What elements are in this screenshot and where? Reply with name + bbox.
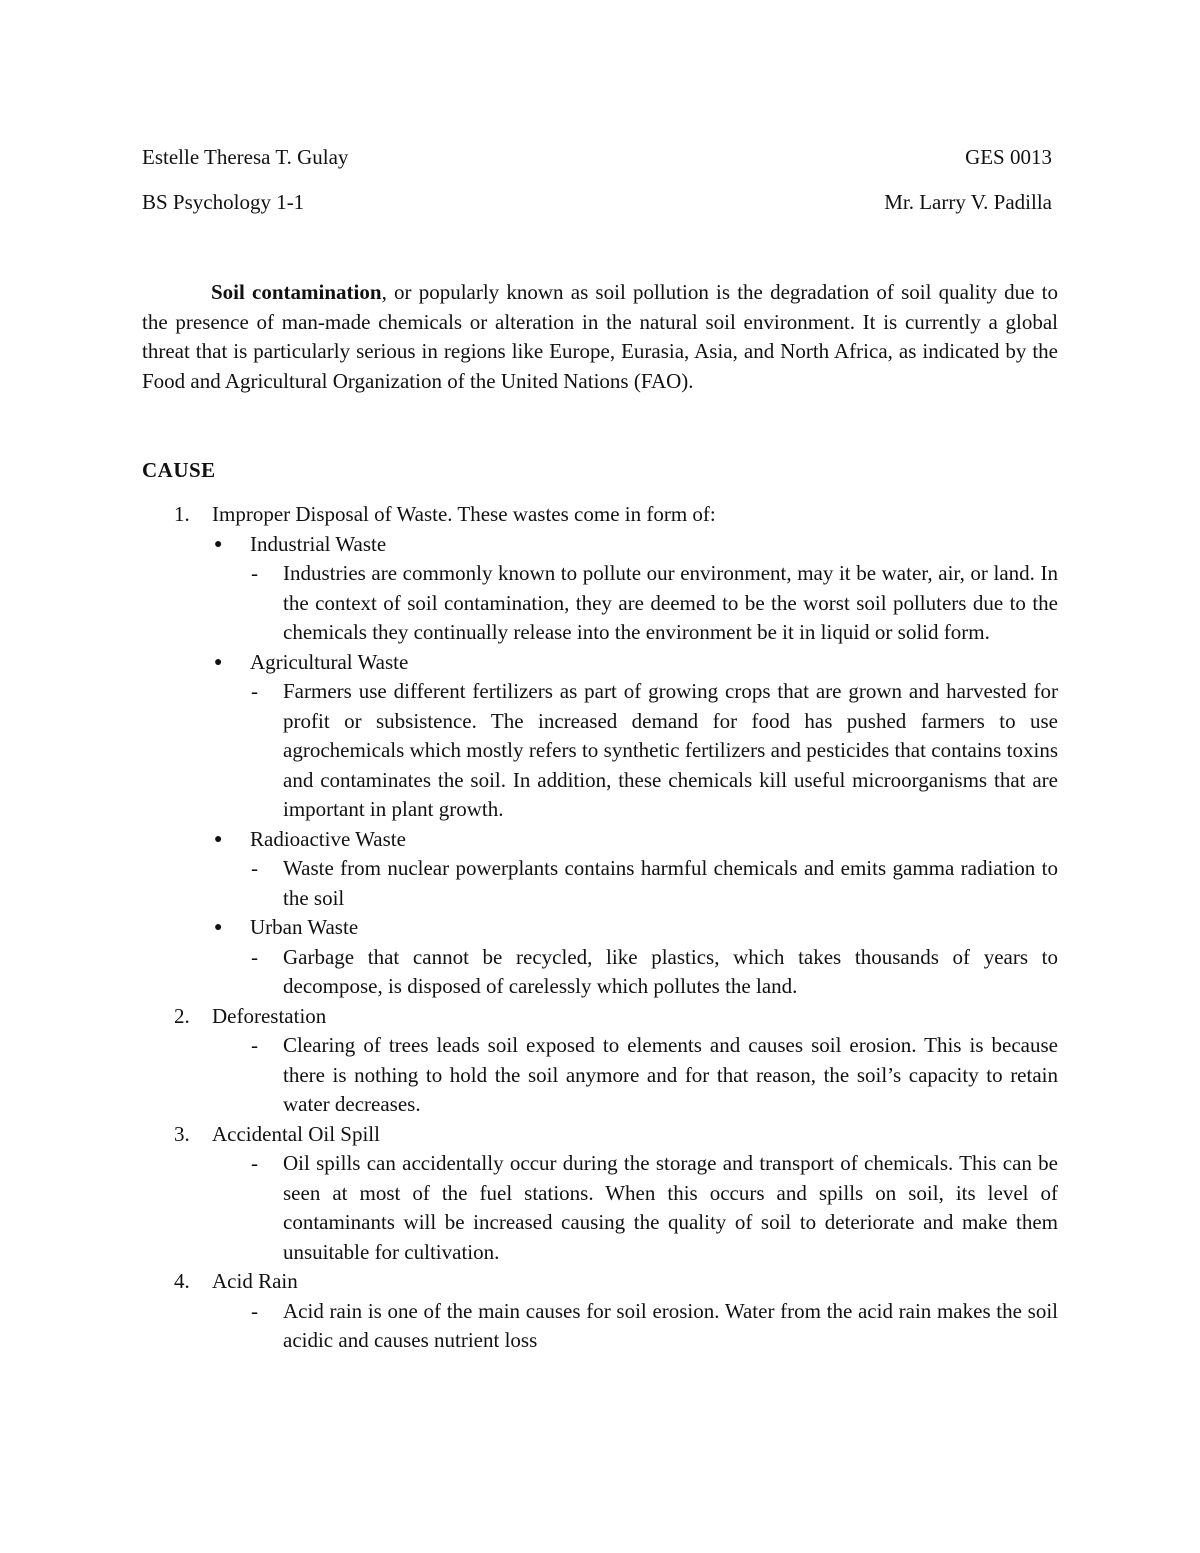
detail-item (247, 943, 1058, 1002)
cause-title: Improper Disposal of Waste. These wastes come in form of: (212, 502, 716, 526)
sub-item-label: Urban Waste (250, 915, 359, 939)
sub-item-label: Agricultural Waste (250, 649, 409, 674)
detail-text: Waste from nuclear powerplants contains harmful chemicals and emits gamma radiation to the soil (283, 856, 1058, 910)
program: BS Psychology 1-1 (142, 190, 305, 214)
cause-number: 4. (174, 1269, 190, 1293)
cause-item (142, 1120, 1058, 1150)
detail-text: Oil spills can accidentally occur during the storage and transport of chemicals. This can be seen at most of the fuel stations. When this occurs and spills on soil, its level of contaminants will be increased causing the quality of soil to deteriorate and make them unsuitable for cultivation. (283, 1151, 1058, 1264)
detail-text: Farmers use different fertilizers as part of growing crops that are grown and harvested for profit or subsistence. The increased demand for food has pushed farmers to use agrochemicals which mostly refers to synthetic fertilizers and pesticides that contains toxins and contaminates the soil. In addition, these chemicals kill useful microorganisms that are important in plant growth. (283, 679, 1058, 821)
cause-item (142, 1002, 1058, 1032)
dash-icon: - (251, 944, 258, 969)
sub-item (212, 913, 1058, 943)
dash-icon: - (251, 679, 258, 703)
dash-icon: - (251, 1298, 258, 1323)
intro-term: Soil contamination (211, 280, 382, 304)
sub-item (212, 530, 1058, 560)
sub-item-label: Radioactive Waste (250, 826, 406, 851)
detail-text: Clearing of trees leads soil exposed to elements and causes soil erosion. This is because there is nothing to hold the soil anymore and for that reason, the soil’s capacity to retain water decreases. (283, 1033, 1058, 1116)
sub-item-label: Industrial Waste (250, 531, 387, 556)
detail-item (247, 1031, 1058, 1120)
cause-title: Acid Rain (212, 1269, 298, 1293)
course-code: GES 0013 (965, 145, 1052, 169)
bullet-icon: ● (214, 831, 223, 847)
instructor: Mr. Larry V. Padilla (884, 190, 1052, 214)
cause-number: 2. (174, 1003, 190, 1028)
detail-text: Industries are commonly known to pollute our environment, may it be water, air, or land. In the context of soil contamination, they are deemed to be the worst soil polluters due to the chemicals they continually release into the environment be it in liquid or solid form. (283, 561, 1058, 644)
bullet-icon: ● (214, 654, 223, 670)
sub-item (212, 648, 1058, 678)
student-name: Estelle Theresa T. Gulay (142, 145, 349, 169)
dash-icon: - (251, 856, 258, 880)
bullet-icon: ● (214, 920, 223, 935)
cause-item (142, 1267, 1058, 1297)
intro-paragraph (142, 278, 1058, 396)
sub-item (212, 825, 1058, 855)
header-row-1 (142, 145, 1052, 169)
detail-item (247, 1149, 1058, 1267)
detail-text: Acid rain is one of the main causes for soil erosion. Water from the acid rain makes the soil acidic and causes nutrient loss (283, 1298, 1058, 1352)
cause-item (142, 500, 1058, 530)
header-row-2 (142, 190, 1052, 214)
cause-number: 3. (174, 1121, 190, 1146)
dash-icon: - (251, 561, 258, 585)
detail-item (247, 854, 1058, 913)
section-heading: CAUSE (142, 458, 216, 482)
detail-item (247, 1297, 1058, 1356)
cause-title: Accidental Oil Spill (212, 1121, 380, 1146)
intro-text: , or popularly known as soil pollution is the degradation of soil quality due to the presence of man-made chemicals or alteration in the natural soil environment. It is currently a global threat that is particularly serious in regions like Europe, Eurasia, Asia, and North Africa, as indicated by the Food and Agricultural Organization of the United Nations (FAO). (142, 280, 1058, 393)
dash-icon: - (251, 1033, 258, 1057)
cause-title: Deforestation (212, 1003, 327, 1028)
dash-icon: - (251, 1151, 258, 1175)
cause-number: 1. (174, 502, 190, 526)
bullet-icon: ● (214, 536, 223, 552)
detail-item (247, 559, 1058, 648)
detail-item (247, 677, 1058, 825)
detail-text: Garbage that cannot be recycled, like plastics, which takes thousands of years to decompose, is disposed of carelessly which pollutes the land. (283, 944, 1058, 998)
cause-list (142, 500, 1058, 1356)
